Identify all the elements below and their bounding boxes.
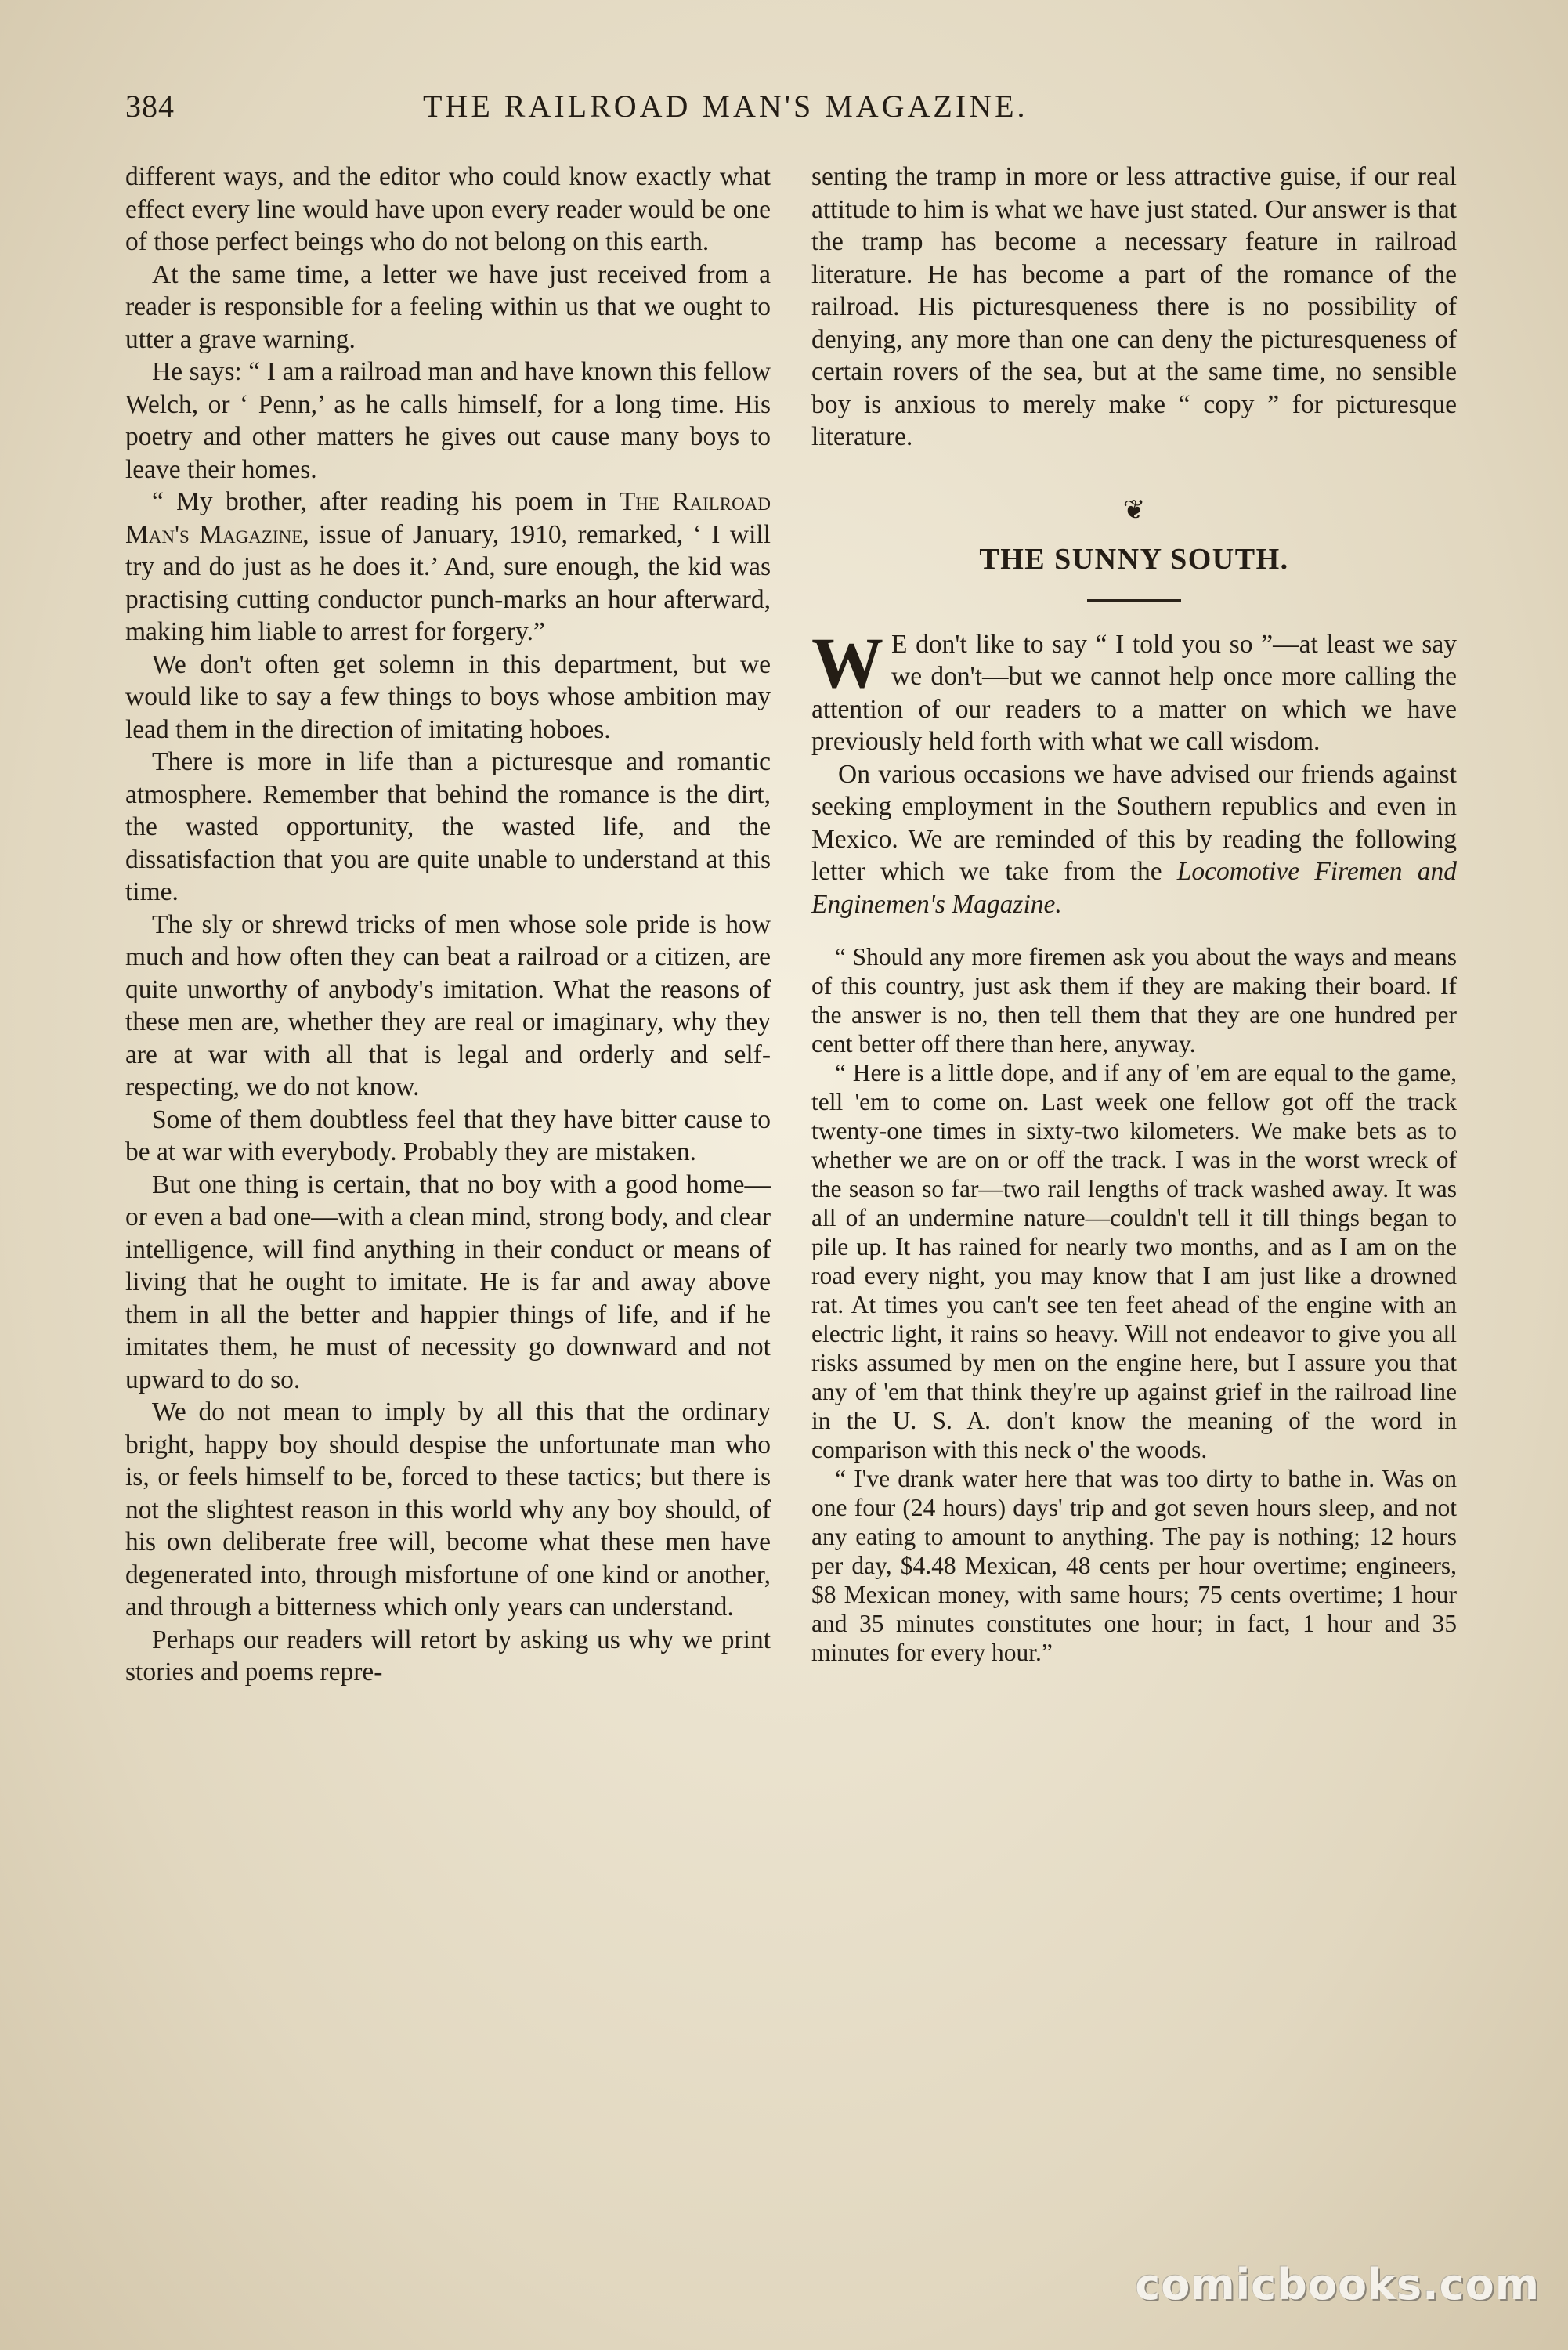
paragraph bbox=[811, 622, 1457, 758]
letter-paragraph: “ Here is a little dope, and if any of 'em are equal to the game, tell 'em to come on. Last week one fellow got off the track twenty-one times in sixty-two kilometers. We make bets as to whether we are on or off the track. I was in the worst wreck of the season so far—two rail lengths of track washed away. It was all of an undermine nature—couldn't tell it till things began to pile up. It has rained for nearly two months, and as I am on the road every night, you may know that I am just like a drowned rat. At times you can't see ten feet ahead of the engine with an electric light, it rains so heavy. Will not endeavor to give you all risks assumed by men on the engine here, but I assure you that any of 'em that think they're up against grief in the railroad line in the U. S. A. don't know the meaning of the word in comparison with this neck o' the woods. bbox=[811, 1059, 1457, 1463]
watermark: comicbooks.com bbox=[1135, 2260, 1540, 2309]
paragraph: senting the tramp in more or less attractive guise, if our real attitude to him is what we have just stated. Our answer is that the tramp has become a necessary feature in railroad literature. He has become a part of the romance of the railroad. His picturesqueness there is no possibility of denying, any more than one can deny the picturesqueness of certain rovers of the sea, but at the same time, no sensible boy is anxious to merely make “ copy ” for picturesque literature. bbox=[811, 162, 1457, 451]
paragraph bbox=[125, 486, 771, 649]
paragraph: But one thing is certain, that no boy with a good home—or even a bad one—with a clean mind, strong body, and clear intelligence, will find anything in their conduct or means of living that he ought to imitate. He is far and away above them in all the better and happier things of life, and if he imitates them, he must of necessity go downward and not upward to do so. bbox=[125, 1170, 771, 1394]
title-rule bbox=[1087, 599, 1181, 602]
fleuron-icon: ❦ bbox=[1122, 495, 1146, 525]
paragraph: Some of them doubtless feel that they have bitter cause to be at war with everybody. Probably they are mistaken. bbox=[125, 1104, 771, 1166]
paragraph: The sly or shrewd tricks of men whose sole pride is how much and how often they can beat a railroad or a citizen, are quite unworthy of anybody's imitation. What the reasons of these men are, whether they are real or imaginary, why they are at war with all that is legal and orderly and self-respecting, we do not know. bbox=[125, 909, 771, 1101]
paragraph-text: “ My brother, after reading his poem in bbox=[152, 487, 620, 516]
paragraph-text: On various occasions we have advised our friends against seeking employment in the Southern republics and even in Mexico. We are reminded of this by reading the following letter which we take from the bbox=[811, 759, 1457, 886]
quoted-letter bbox=[811, 942, 1457, 1667]
letter-paragraph: “ Should any more firemen ask you about the ways and means of this country, just ask them if they are making their board. If the answer is no, then tell them that they are one hundred per cent better off there than here, anyway. bbox=[811, 943, 1457, 1058]
paragraph-text: , issue of January, 1910, remarked, ‘ I will try and do just as he does it.’ And, sure enough, the kid was practising cutting conductor punch-marks an hour afterward, making him liable to arrest for forgery.” bbox=[125, 519, 771, 646]
source-magazine: Locomotive Firemen and Enginemen's Magazine. bbox=[811, 857, 1457, 919]
magazine-title: THE RAILROAD MAN'S MAGAZINE. bbox=[423, 89, 1028, 124]
drop-cap: W bbox=[811, 622, 883, 703]
section-title: THE SUNNY SOUTH. bbox=[979, 542, 1289, 576]
page-number: 384 bbox=[125, 89, 175, 124]
page-header bbox=[125, 88, 1472, 135]
magazine-name: The Railroad Man's Magazine bbox=[125, 487, 771, 549]
letter-paragraph: “ I've drank water here that was too dirty to bathe in. Was on one four (24 hours) days' trip and got seven hours sleep, and not any eating to amount to anything. The pay is nothing; 12 hours per day, $4.48 Mexican, 48 cents per hour overtime; engineers, $8 Mexican money, with same hours; 75 cents overtime; 1 hour and 35 minutes constitutes one hour; in fact, 1 hour and 35 minutes for every hour.” bbox=[811, 1465, 1457, 1666]
paragraph: We do not mean to imply by all this that the ordinary bright, happy boy should despise the unfortunate man who is, or feels himself to be, forced to these tactics; but there is not the slightest reason in this world why any boy should, of his own deliberate free will, become what these men have degenerated into, through misfortune of one kind or another, and through a bitterness which only years can understand. bbox=[125, 1397, 771, 1622]
paragraph bbox=[811, 758, 1457, 921]
paragraph: There is more in life than a picturesque and romantic atmosphere. Remember that behind the romance is the dirt, the wasted opportunity, the wasted life, and the dissatisfaction that you are quite unable to understand at this time. bbox=[125, 747, 771, 906]
paragraph: We don't often get solemn in this department, but we would like to say a few things to boys whose ambition may lead them in the direction of imitating hoboes. bbox=[125, 649, 771, 744]
paragraph: He says: “ I am a railroad man and have known this fellow Welch, or ‘ Penn,’ as he calls himself, for a long time. His poetry and other matters he gives out cause many boys to leave their homes. bbox=[125, 357, 771, 484]
paragraph: different ways, and the editor who could know exactly what effect every line would have upon every reader would be one of those perfect beings who do not belong on this earth. bbox=[125, 162, 771, 256]
paragraph: Perhaps our readers will retort by asking us why we print stories and poems repre- bbox=[125, 1625, 771, 1687]
paragraph: At the same time, a letter we have just received from a reader is responsible for a feeling within us that we ought to utter a grave warning. bbox=[125, 259, 771, 354]
right-column bbox=[811, 161, 1457, 1667]
left-column bbox=[125, 161, 771, 1689]
paragraph-text: E don't like to say “ I told you so ”—at least we say we don't—but we cannot help once more calling the attention of our readers to a matter on which we have previously held forth with what we call wisdom. bbox=[811, 629, 1457, 756]
